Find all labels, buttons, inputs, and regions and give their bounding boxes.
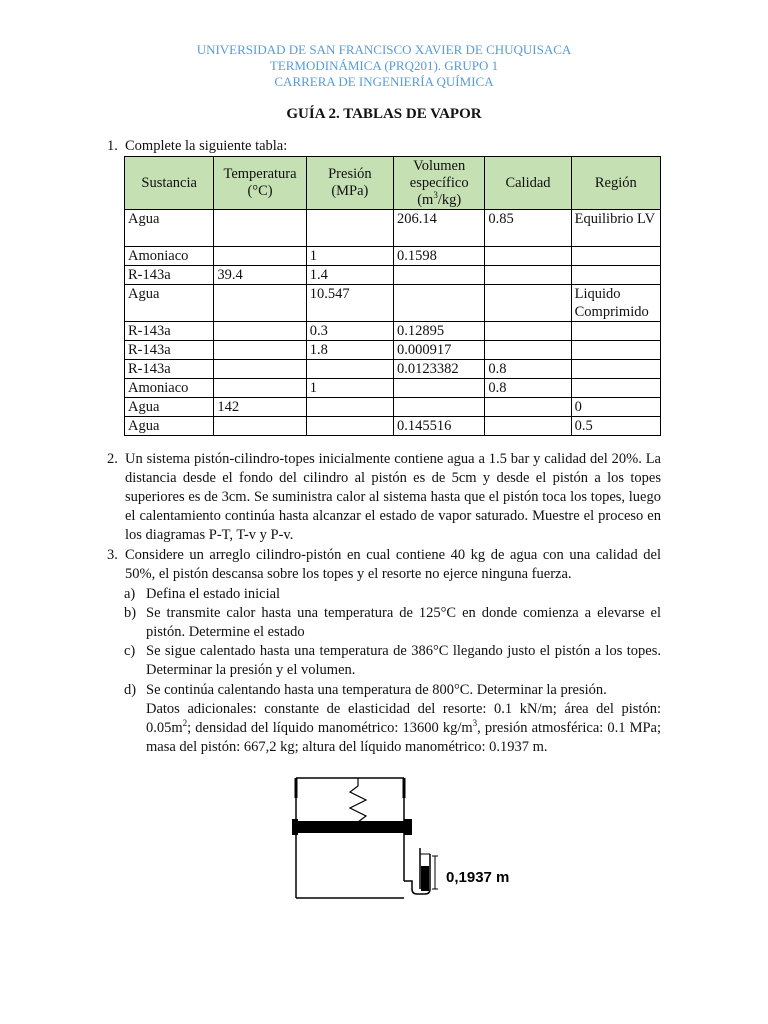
table-cell <box>394 266 485 285</box>
table-cell <box>485 266 571 285</box>
table-cell: Liquido Comprimido <box>571 285 660 322</box>
table-cell: 142 <box>214 398 306 417</box>
table-cell: Amoniaco <box>125 247 214 266</box>
table-cell: 0.1598 <box>394 247 485 266</box>
table-cell: 0 <box>571 398 660 417</box>
table-cell <box>306 210 393 247</box>
table-cell <box>394 285 485 322</box>
table-row <box>125 285 661 322</box>
table-cell <box>214 341 306 360</box>
table-cell <box>571 266 660 285</box>
table-cell <box>214 285 306 322</box>
table-cell <box>485 417 571 436</box>
table-cell <box>571 360 660 379</box>
question-3-number: 3. <box>107 547 118 563</box>
table-cell: 0.85 <box>485 210 571 247</box>
table-row <box>125 360 661 379</box>
table-cell: Agua <box>125 417 214 436</box>
table-cell <box>306 360 393 379</box>
header-volumen: Volumen específico $(m^3/kg)$ <box>394 157 485 210</box>
table-cell: 0.5 <box>571 417 660 436</box>
question-2-text: Un sistema pistón-cilindro-topes inicialmente contiene agua a 1.5 bar y calidad del 20%. La distancia desde el fondo del cilindro al pistón es de 5cm y desde el pistón a los topes superiores es de 3cm. Se suministra calor al sistema hasta que el pistón toca los topes, luego el calentamiento continúa hasta alcanzar el estado de vapor saturado. Muestre el proceso en los diagramas P-T, T-v y P-v. <box>125 451 661 543</box>
header-line-1: UNIVERSIDAD DE SAN FRANCISCO XAVIER DE CHUQUISACA <box>196 42 572 57</box>
manometer-height-label: 0,1937 m <box>446 869 510 886</box>
university-header <box>0 42 768 90</box>
table-cell: 39.4 <box>214 266 306 285</box>
table-row <box>125 417 661 436</box>
additional-data: Datos adicionales: constante de elasticidad del resorte: 0.1 kN/m; área del pistón: $0.05m^2$; densidad del líquido manométrico: 13600 $kg/m^3$, presión atmosférica: 0.1 MPa; masa del pistón: 667,2 kg; altura del líquido manométrico: 0.1937 m. <box>146 701 661 755</box>
steam-table <box>124 156 661 436</box>
question-2 <box>107 450 661 543</box>
table-cell: 0.12895 <box>394 322 485 341</box>
question-1 <box>107 138 287 155</box>
table-row <box>125 210 661 247</box>
header-sustancia: Sustancia <box>125 157 214 210</box>
table-cell: Agua <box>125 398 214 417</box>
table-cell: 1.4 <box>306 266 393 285</box>
table-cell <box>571 247 660 266</box>
table-cell: 206.14 <box>394 210 485 247</box>
table-cell <box>394 398 485 417</box>
table-row <box>125 322 661 341</box>
table-cell <box>306 398 393 417</box>
question-2-number: 2. <box>107 451 118 467</box>
table-cell <box>571 322 660 341</box>
table-row <box>125 247 661 266</box>
question-1-text: Complete la siguiente tabla: <box>125 138 288 154</box>
table-cell: 0.0123382 <box>394 360 485 379</box>
table-cell: Equilibrio LV <box>571 210 660 247</box>
table-cell <box>214 210 306 247</box>
table-row <box>125 398 661 417</box>
header-temperatura: Temperatura (°C) <box>214 157 306 210</box>
table-cell <box>571 341 660 360</box>
table-cell <box>485 398 571 417</box>
table-cell: 10.547 <box>306 285 393 322</box>
question-3-item-d-text: Se continúa calentando hasta una temperatura de 800°C. Determinar la presión. Datos adicionales: constante de elasticidad del resorte: 0.1 kN/m; área del pistón: $0.05m^2$; densidad del líquido manométrico: 13600 $kg/m^3$, presión atmosférica: 0.1 MPa; masa del pistón: 667,2 kg; altura del líquido manométrico: 0.1937 m. <box>146 682 661 755</box>
header-region: Región <box>571 157 660 210</box>
table-cell: R-143a <box>125 360 214 379</box>
piston-cylinder-figure <box>280 776 540 906</box>
table-cell <box>485 285 571 322</box>
table-cell <box>306 417 393 436</box>
table-cell: 1 <box>306 379 393 398</box>
table-cell <box>214 247 306 266</box>
table-cell <box>214 360 306 379</box>
table-header-row <box>125 157 661 210</box>
header-line-2: TERMODINÁMICA (PRQ201). GRUPO 1 <box>269 58 499 73</box>
document-title: GUÍA 2. TABLAS DE VAPOR <box>286 106 482 122</box>
table-cell <box>214 417 306 436</box>
header-presion: Presión (MPa) <box>306 157 393 210</box>
table-cell: R-143a <box>125 322 214 341</box>
table-cell: R-143a <box>125 341 214 360</box>
table-row <box>125 341 661 360</box>
table-cell: Amoniaco <box>125 379 214 398</box>
table-cell: 0.145516 <box>394 417 485 436</box>
table-cell: 0.8 <box>485 360 571 379</box>
question-1-number: 1. <box>107 138 118 154</box>
table-cell: R-143a <box>125 266 214 285</box>
question-3-text: Considere un arreglo cilindro-pistón en cual contiene 40 kg de agua con una calidad del 50%, el pistón descansa sobre los topes y el resorte no ejerce ninguna fuerza. <box>125 547 661 582</box>
table-cell <box>214 379 306 398</box>
question-3 <box>107 546 661 582</box>
table-cell: Agua <box>125 285 214 322</box>
table-row <box>125 266 661 285</box>
table-cell <box>485 341 571 360</box>
header-calidad: Calidad <box>485 157 571 210</box>
header-line-3: CARRERA DE INGENIERÍA QUÍMICA <box>274 74 494 89</box>
table-cell <box>485 322 571 341</box>
table-cell <box>485 247 571 266</box>
table-cell: 0.000917 <box>394 341 485 360</box>
table-cell <box>214 322 306 341</box>
table-cell: 0.8 <box>485 379 571 398</box>
table-cell: 0.3 <box>306 322 393 341</box>
table-cell: Agua <box>125 210 214 247</box>
table-cell <box>394 379 485 398</box>
table-cell: 1.8 <box>306 341 393 360</box>
table-cell: 1 <box>306 247 393 266</box>
table-row <box>125 379 661 398</box>
piston-cylinder-diagram <box>280 776 540 906</box>
table-cell <box>571 379 660 398</box>
